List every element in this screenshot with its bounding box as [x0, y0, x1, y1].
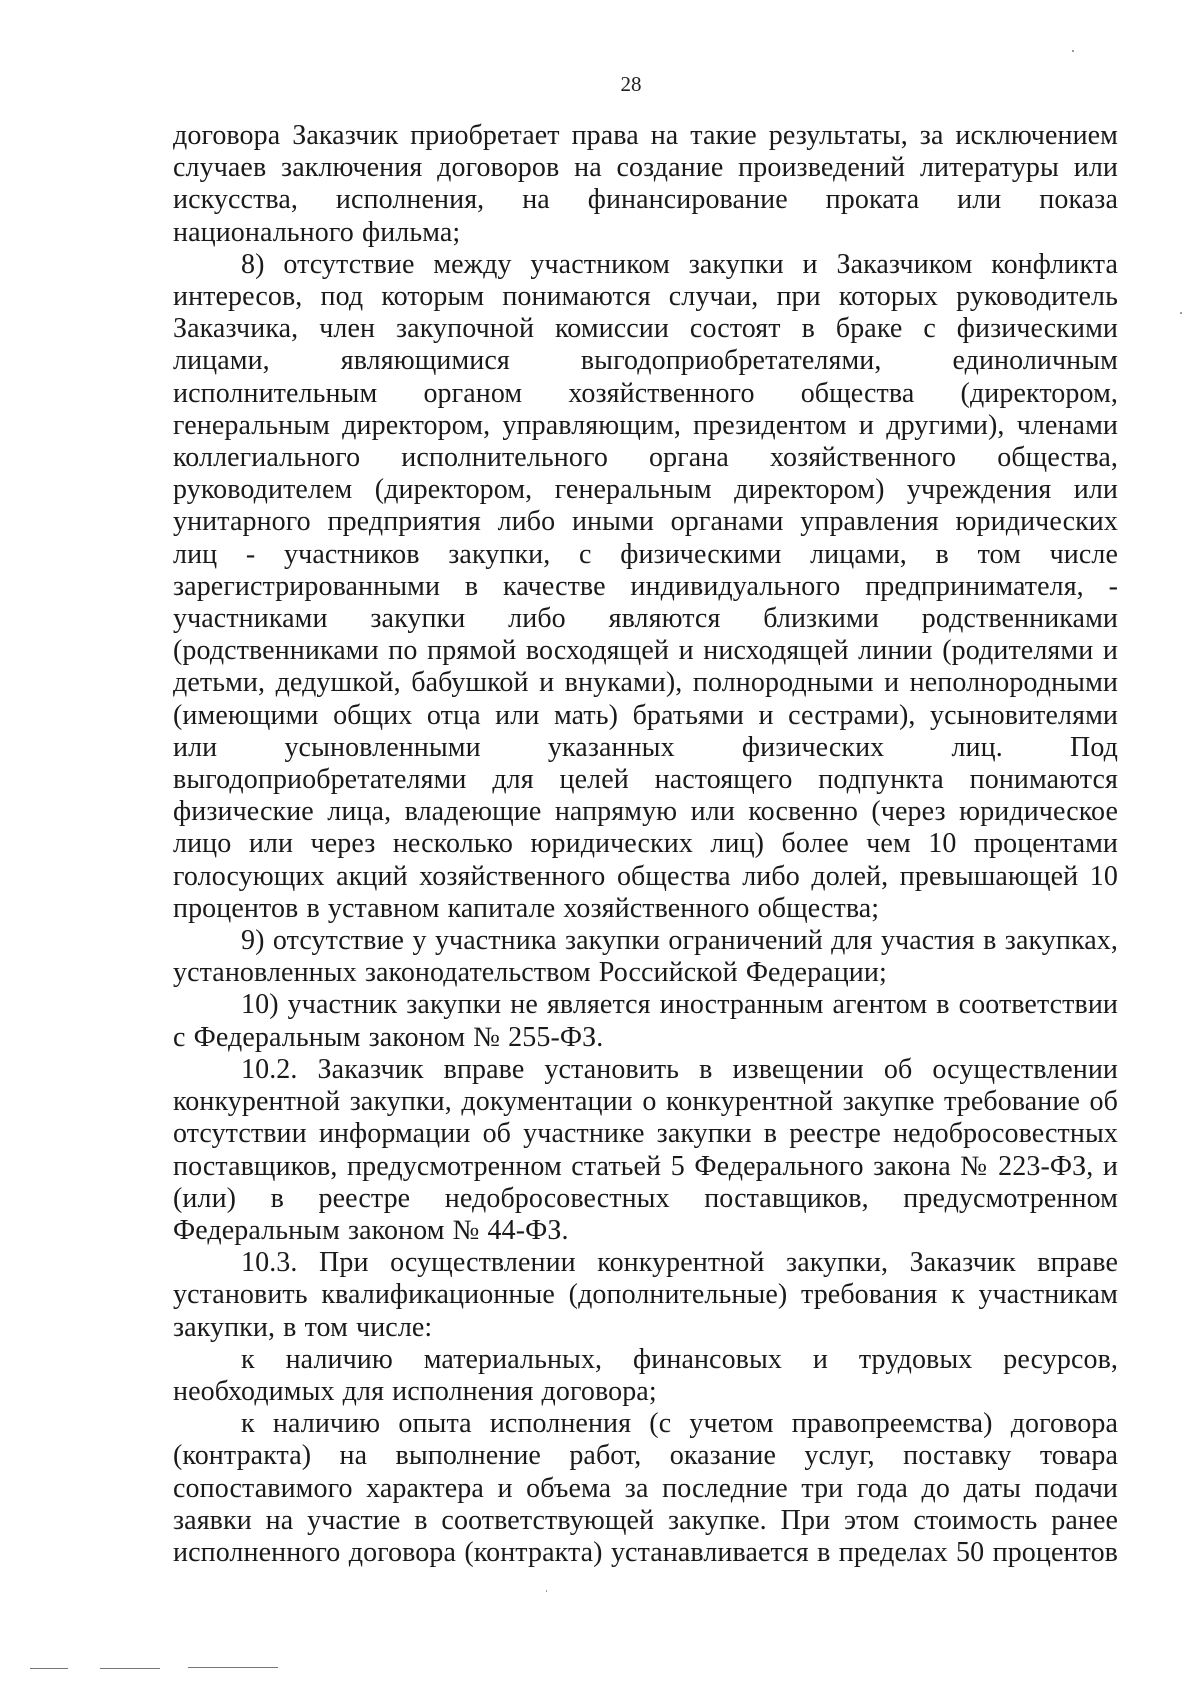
- page-number: 28: [620, 72, 642, 96]
- scan-speck: [546, 1590, 547, 1592]
- paragraph-continuation: договора Заказчик приобретает права на такие результаты, за исключением случаев заключения договоров на создание произведений литературы или искусства, исполнения, на финансирование проката или показа национального фильма;: [173, 120, 1118, 248]
- scan-speck: [1072, 50, 1074, 52]
- scan-line-artifact: [100, 1668, 160, 1669]
- paragraph-item-9: 9) отсутствие у участника закупки ограничений для участия в закупках, установленных законодательством Российской Федерации;: [173, 925, 1118, 989]
- paragraph-requirement-experience: к наличию опыта исполнения (с учетом правопреемства) договора (контракта) на выполнение работ, оказание услуг, поставку товара сопоставимого характера и объема за последние три года до даты подачи заявки на участие в соответствующей закупке. При этом стоимость ранее исполненного договора (контракта) устанавливается в пределах 50 процентов: [173, 1408, 1118, 1568]
- document-body: [173, 120, 1118, 1569]
- scan-line-artifact: [30, 1668, 68, 1669]
- scan-line-artifact: [188, 1667, 278, 1668]
- paragraph-requirement-resources: к наличию материальных, финансовых и трудовых ресурсов, необходимых для исполнения договора;: [173, 1343, 1118, 1407]
- paragraph-section-10-3: 10.3. При осуществлении конкурентной закупки, Заказчик вправе установить квалификационные (дополнительные) требования к участникам закупки, в том числе:: [173, 1247, 1118, 1343]
- paragraph-item-10: 10) участник закупки не является иностранным агентом в соответствии с Федеральным законом № 255-ФЗ.: [173, 989, 1118, 1053]
- paragraph-item-8: 8) отсутствие между участником закупки и Заказчиком конфликта интересов, под которым понимаются случаи, при которых руководитель Заказчика, член закупочной комиссии состоят в браке с физическими лицами, являющимися выгодоприобретателями, единоличным исполнительным органом хозяйственного общества (директором, генеральным директором, управляющим, президентом и другими), членами коллегиального исполнительного органа хозяйственного общества, руководителем (директором, генеральным директором) учреждения или унитарного предприятия либо иными органами управления юридических лиц - участников закупки, с физическими лицами, в том числе зарегистрированными в качестве индивидуального предпринимателя, - участниками закупки либо являются близкими родственниками (родственниками по прямой восходящей и нисходящей линии (родителями и детьми, дедушкой, бабушкой и внуками), полнородными и неполнородными (имеющими общих отца или мать) братьями и сестрами), усыновителями или усыновленными указанных физических лиц. Под выгодоприобретателями для целей настоящего подпункта понимаются физические лица, владеющие напрямую или косвенно (через юридическое лицо или через несколько юридических лиц) более чем 10 процентами голосующих акций хозяйственного общества либо долей, превышающей 10 процентов в уставном капитале хозяйственного общества;: [173, 248, 1118, 924]
- paragraph-section-10-2: 10.2. Заказчик вправе установить в извещении об осуществлении конкурентной закупки, документации о конкурентной закупке требование об отсутствии информации об участнике закупки в реестре недобросовестных поставщиков, предусмотренном статьей 5 Федерального закона № 223-ФЗ, и (или) в реестре недобросовестных поставщиков, предусмотренном Федеральным законом № 44-ФЗ.: [173, 1053, 1118, 1246]
- scan-speck: [1180, 312, 1182, 314]
